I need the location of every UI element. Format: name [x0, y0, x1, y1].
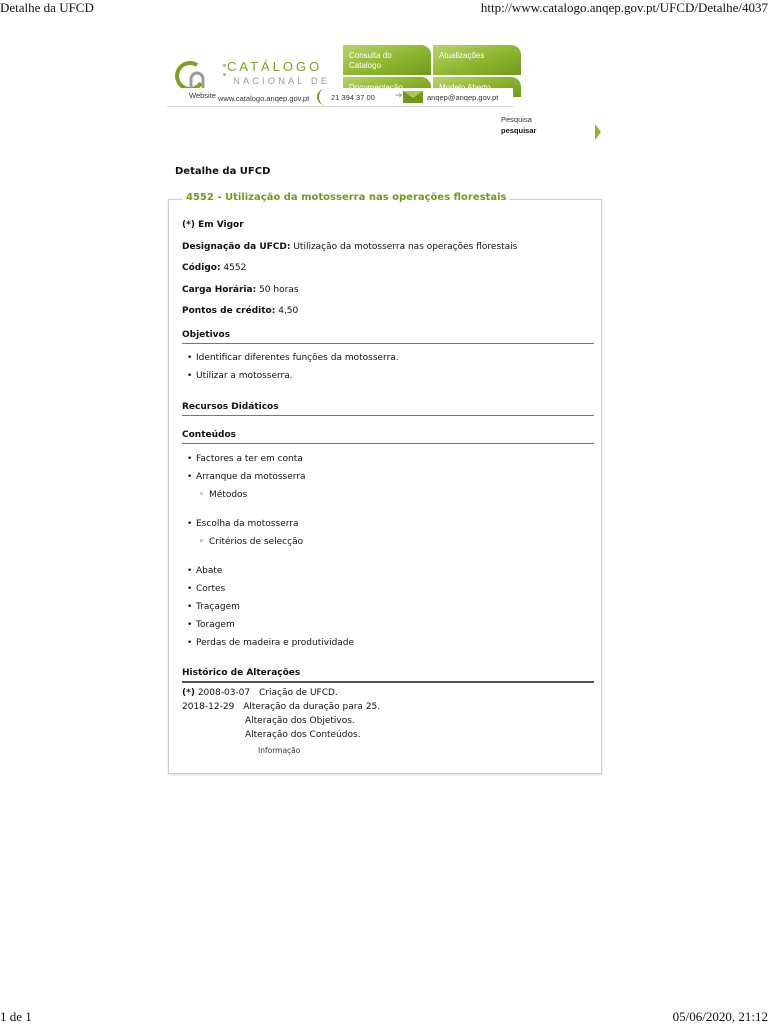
- section-recursos: Recursos Didáticos: [182, 402, 594, 416]
- history-text: Alteração dos Objetivos.: [245, 716, 355, 726]
- field-value: Utilização da motosserra nas operações florestais: [293, 242, 518, 252]
- history-text: Alteração da duração para 25.: [243, 702, 381, 712]
- nav-tab-consulta[interactable]: Consulta do Catalogo: [343, 45, 431, 75]
- section-objetivos: Objetivos: [182, 330, 594, 344]
- conteudos-list-2: [182, 517, 303, 553]
- field-value: 50 horas: [259, 285, 299, 295]
- history-text: Alteração dos Conteúdos.: [245, 730, 361, 740]
- field-pontos-credito: [182, 306, 298, 316]
- site-header: [167, 45, 599, 115]
- field-label: Código:: [182, 263, 221, 273]
- history-row: [182, 688, 338, 698]
- print-header-url: http://www.catalogo.anqep.gov.pt/UFCD/Detalhe/4037: [480, 0, 768, 15]
- logo-subtitle: NACIONAL DE: [233, 76, 331, 87]
- logo-title: CATÁLOGO: [227, 59, 323, 74]
- history-mark: (*): [182, 688, 195, 698]
- email-link[interactable]: anqep@anqep.gov.pt: [427, 93, 499, 102]
- list-item: • Traçagem: [182, 600, 354, 618]
- history-row: [182, 702, 380, 712]
- page-title: Detalhe da UFCD: [175, 166, 271, 177]
- status: (*) Em Vigor: [182, 220, 244, 230]
- list-item: • Utilizar a motosserra.: [182, 369, 399, 387]
- phone-number: 21 394 37 00: [331, 93, 375, 102]
- contact-bar: [167, 88, 513, 107]
- search-link[interactable]: pesquisar: [501, 126, 537, 135]
- email-icon: [403, 91, 423, 103]
- arrow-icon: ➜: [395, 90, 403, 100]
- website-link[interactable]: www.catalogo.anqep.gov.pt: [218, 94, 310, 103]
- website-label: Website: [189, 91, 216, 100]
- field-codigo: [182, 263, 246, 273]
- search-arrow-icon[interactable]: [595, 124, 601, 140]
- field-designacao: [182, 242, 517, 252]
- field-value: 4,50: [278, 306, 299, 316]
- nav-tab-atualizacoes[interactable]: Atualizações: [433, 45, 521, 75]
- list-item: • Toragem: [182, 618, 354, 636]
- section-historico: Histórico de Alterações: [182, 668, 594, 683]
- list-subitem: ◦ Métodos: [182, 488, 306, 506]
- history-date: 2018-12-29: [182, 702, 235, 712]
- field-value: 4552: [223, 263, 247, 273]
- history-row: [245, 730, 361, 740]
- print-footer-datetime: 05/06/2020, 21:12: [672, 1009, 768, 1024]
- list-item: • Abate: [182, 564, 354, 582]
- list-item: • Escolha da motosserra: [182, 517, 303, 535]
- section-conteudos: Conteúdos: [182, 430, 594, 444]
- list-item: • Perdas de madeira e produtividade: [182, 636, 354, 654]
- phone-icon: [317, 89, 325, 105]
- field-label: Designação da UFCD:: [182, 242, 291, 252]
- search-label: Pesquisa: [501, 115, 532, 124]
- list-item: • Cortes: [182, 582, 354, 600]
- ufcd-heading: 4552 - Utilização da motosserra nas operações florestais: [183, 192, 510, 203]
- field-label: Carga Horária:: [182, 285, 257, 295]
- objetivos-list: [182, 351, 399, 387]
- field-carga-horaria: [182, 285, 299, 295]
- field-label: Pontos de crédito:: [182, 306, 276, 316]
- history-date: 2008-03-07: [197, 688, 251, 698]
- conteudos-list-1: [182, 452, 306, 506]
- history-row: [245, 716, 355, 726]
- list-item: • Arranque da motosserra: [182, 470, 306, 488]
- list-item: • Factores a ter em conta: [182, 452, 306, 470]
- conteudos-list-3: [182, 564, 354, 654]
- print-footer-page: 1 de 1: [0, 1009, 32, 1024]
- list-item: • Identificar diferentes funções da motosserra.: [182, 351, 399, 369]
- history-text: Criação de UFCD.: [259, 688, 338, 698]
- list-subitem: ◦ Critérios de selecção: [182, 535, 303, 553]
- informacao-link[interactable]: Informação: [258, 746, 301, 755]
- print-header-title: Detalhe da UFCD: [0, 0, 94, 15]
